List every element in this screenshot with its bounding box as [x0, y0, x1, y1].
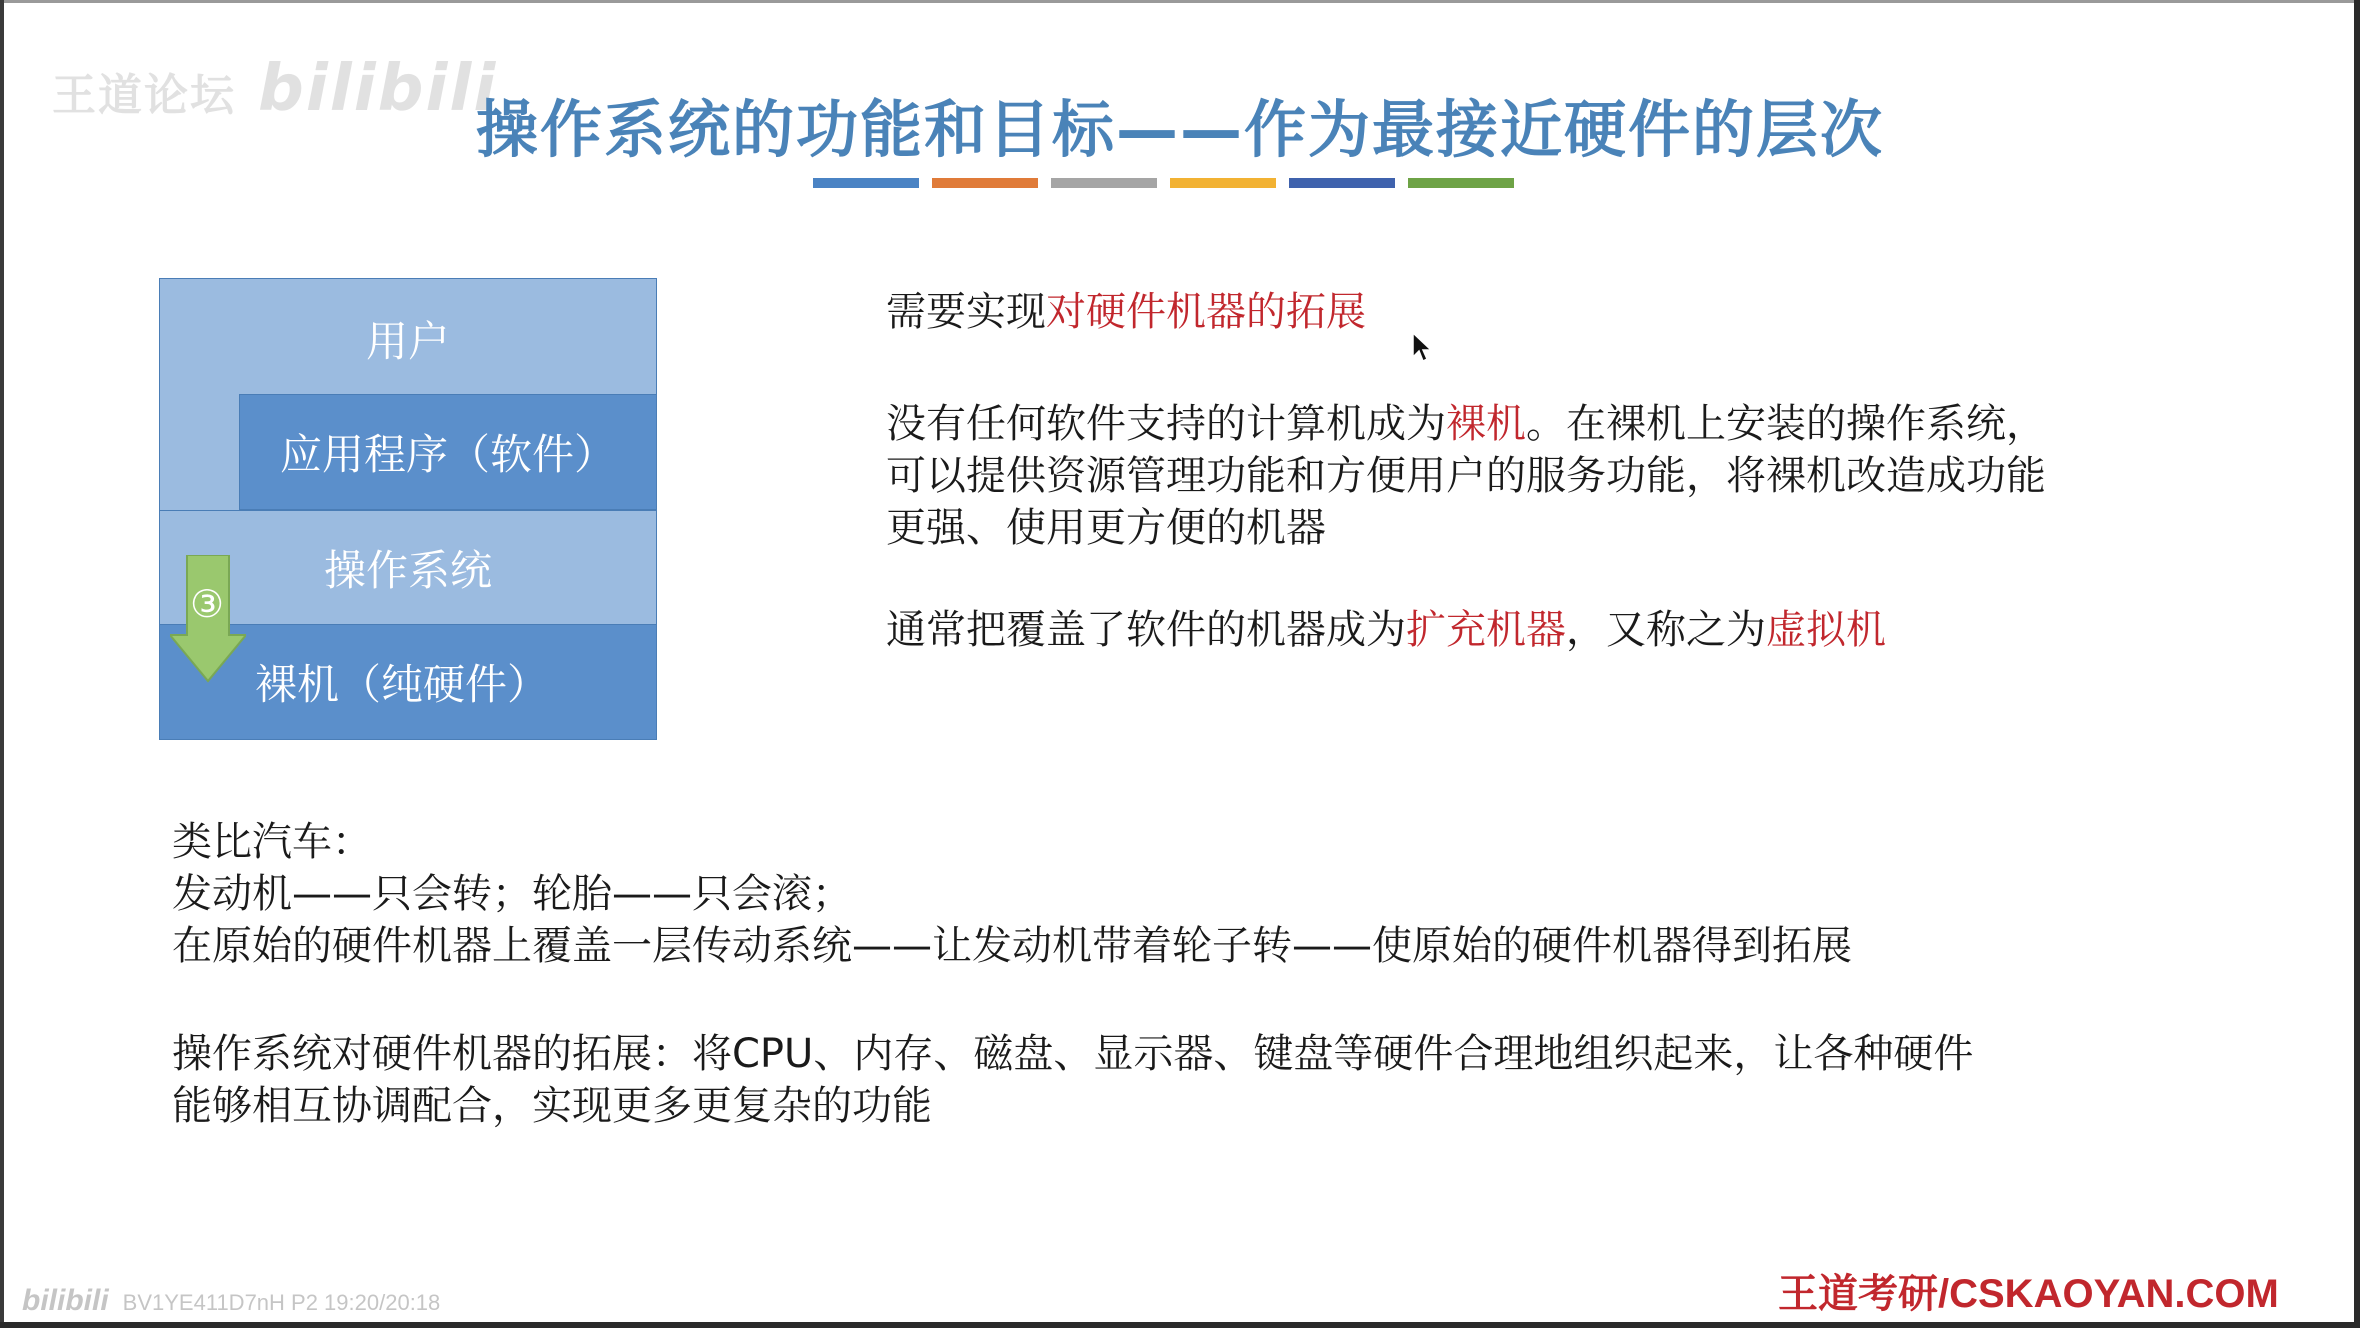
window-left-edge [0, 0, 4, 1328]
layer-user-label: 用户 [365, 317, 450, 366]
bilibili-logo: bilibili [258, 52, 498, 126]
p1-highlight: 对硬件机器的拓展 [1046, 289, 1366, 335]
summary-line2: 能够相互协调配合，实现更多更复杂的功能 [172, 1083, 932, 1129]
layer-bare-machine-label: 裸机（纯硬件） [255, 660, 550, 709]
layer-user [159, 278, 657, 396]
paragraph-virtual-machine [886, 604, 1886, 656]
layer-application-label: 应用程序（软件） [279, 430, 616, 479]
p3-highlight-virtual: 虚拟机 [1766, 607, 1886, 653]
color-bar-green [1408, 178, 1514, 188]
color-bar-orange [932, 178, 1038, 188]
watermark-brand: 王道论坛 [52, 70, 236, 121]
color-bar-darkblue [1289, 178, 1395, 188]
paragraph-extension [886, 286, 1366, 338]
analogy-line1: 类比汽车： [172, 819, 372, 865]
video-id-text: BV1YE411D7nH P2 19:20/20:18 [122, 1290, 441, 1315]
color-bar-yellow [1170, 178, 1276, 188]
p3-highlight-extended: 扩充机器 [1406, 607, 1566, 653]
p2-line1 [886, 398, 2046, 450]
layer-user-side [159, 394, 240, 512]
analogy-line2: 发动机——只会转；轮胎——只会滚； [172, 871, 852, 917]
step-number-badge: ③ [190, 582, 225, 626]
p2-line2: 可以提供资源管理功能和方便用户的服务功能，将裸机改造成功能 [886, 453, 2046, 499]
analogy-line3: 在原始的硬件机器上覆盖一层传动系统——让发动机带着轮子转——使原始的硬件机器得到拓展 [172, 923, 1852, 969]
p3-prefix: 通常把覆盖了软件的机器成为 [886, 607, 1406, 653]
color-bar-blue [813, 178, 919, 188]
layer-os-label: 操作系统 [323, 546, 492, 595]
p1-prefix: 需要实现 [886, 289, 1046, 335]
p2-line1-prefix: 没有任何软件支持的计算机成为 [886, 401, 1446, 447]
slide-title: 操作系统的功能和目标——作为最接近硬件的层次 [475, 93, 1884, 166]
os-extension-summary [172, 1028, 1973, 1132]
bilibili-footer-logo: bilibili [22, 1284, 109, 1317]
p2-highlight-bare: 裸机 [1446, 401, 1526, 447]
color-bar-gray [1051, 178, 1157, 188]
p3-mid: ，又称之为 [1566, 607, 1766, 653]
window-bottom-edge [0, 1322, 2360, 1328]
p2-line1-suffix: 。在裸机上安装的操作系统， [1526, 401, 2046, 447]
window-right-edge [2354, 0, 2360, 1328]
paragraph-bare-machine [886, 398, 2046, 554]
cskaoyan-logo: 王道考研/CSKAOYAN.COM [1778, 1272, 2279, 1316]
summary-line1: 操作系统对硬件机器的拓展：将CPU、内存、磁盘、显示器、键盘等硬件合理地组织起来，让各种硬件 [172, 1031, 1974, 1077]
mouse-cursor-icon [1412, 332, 1434, 364]
car-analogy [172, 816, 1852, 972]
window-top-edge [0, 0, 2360, 3]
layer-application [239, 394, 657, 510]
p2-line3: 更强、使用更方便的机器 [886, 505, 1326, 551]
video-info [22, 1284, 440, 1318]
